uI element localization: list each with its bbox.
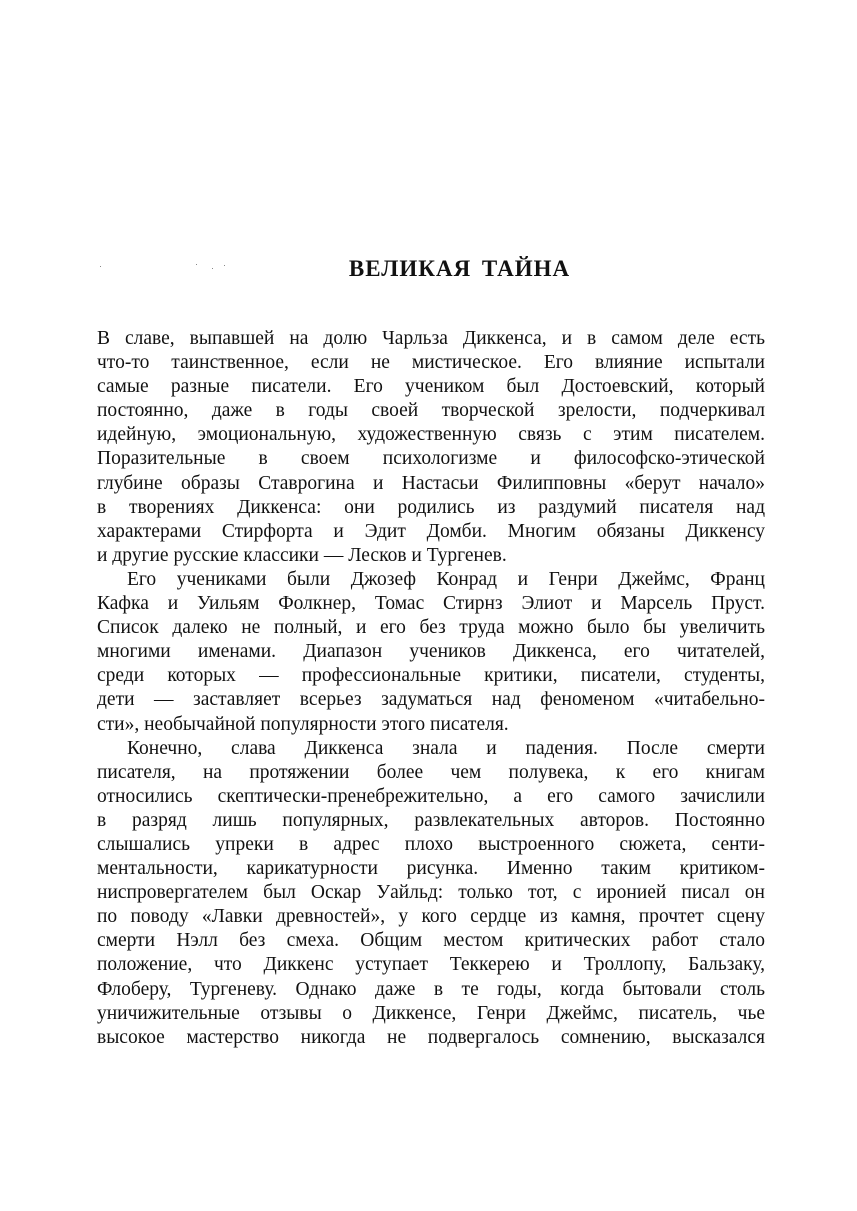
text-line: среди которых — профессиональные критики, писатели, студенты,	[97, 665, 765, 687]
paragraph	[97, 737, 765, 1050]
text-line: относились скептически-пренебрежительно, а его самого зачислили	[97, 785, 765, 807]
body-text	[97, 327, 765, 1050]
text-line: идейную, эмоциональную, художественную связь с этим писателем.	[97, 424, 765, 446]
text-line: положение, что Диккенс уступает Теккерею и Троллопу, Бальзаку,	[97, 954, 765, 976]
text-line: ниспровергателем был Оскар Уайльд: только тот, с иронией писал он	[97, 882, 765, 904]
text-line: по поводу «Лавки древностей», у кого сердце из камня, прочтет сцену	[97, 906, 765, 928]
text-line: характерами Стирфорта и Эдит Домби. Многим обязаны Диккенсу	[97, 520, 765, 542]
text-line: смерти Нэлл без смеха. Общим местом критических работ стало	[97, 930, 765, 952]
text-line: Кафка и Уильям Фолкнер, Томас Стирнз Элиот и Марсель Пруст.	[97, 593, 765, 615]
text-line: Поразительные в своем психологизме и философско-этической	[97, 448, 765, 470]
text-line: писателя, на протяжении более чем полувека, к его книгам	[97, 761, 765, 783]
text-line: самые разные писатели. Его учеником был Достоевский, который	[97, 376, 765, 398]
text-line: высокое мастерство никогда не подвергалось сомнению, высказался	[97, 1026, 765, 1048]
text-line: В славе, выпавшей на долю Чарльза Диккенса, и в самом деле есть	[97, 328, 765, 349]
text-line: Конечно, слава Диккенса знала и падения. После смерти	[127, 737, 765, 759]
text-line: многими именами. Диапазон учеников Диккенса, его читателей,	[97, 641, 765, 663]
paragraph	[97, 327, 765, 568]
text-line: Его учениками были Джозеф Конрад и Генри Джеймс, Франц	[127, 568, 765, 590]
text-line: сти», необычайной популярности этого писателя.	[97, 713, 509, 735]
text-line: глубине образы Ставрогина и Настасьи Филипповны «берут начало»	[97, 472, 765, 494]
text-line: что-то таинственное, если не мистическое. Его влияние испытали	[97, 352, 765, 374]
text-line: Флоберу, Тургеневу. Однако даже в те годы, когда бытовали столь	[97, 978, 765, 1000]
text-line: дети — заставляет всерьез задуматься над феноменом «читабельно-	[97, 689, 765, 711]
text-line: ментальности, карикатурности рисунка. Именно таким критиком-	[97, 858, 765, 880]
chapter-title: ВЕЛИКАЯ ТАЙНА	[348, 256, 571, 281]
text-line: в разряд лишь популярных, развлекательных авторов. Постоянно	[97, 809, 765, 831]
paragraph	[97, 568, 765, 737]
text-line: в творениях Диккенса: они родились из раздумий писателя над	[97, 496, 765, 518]
text-line: слышались упреки в адрес плохо выстроенного сюжета, сенти-	[97, 833, 765, 855]
text-line: и другие русские классики — Лесков и Тургенев.	[97, 544, 507, 566]
text-line: Список далеко не полный, и его без труда можно было бы увеличить	[97, 617, 765, 639]
text-line: уничижительные отзывы о Диккенсе, Генри Джеймс, писатель, чье	[97, 1002, 765, 1024]
text-line: постоянно, даже в годы своей творческой зрелости, подчеркивал	[97, 400, 765, 422]
